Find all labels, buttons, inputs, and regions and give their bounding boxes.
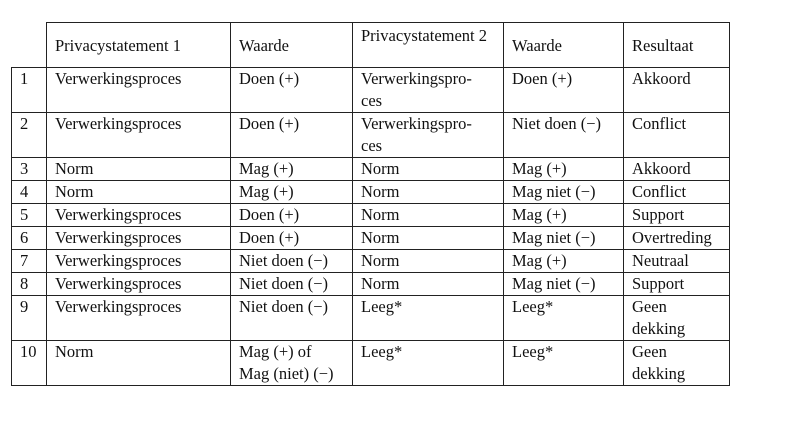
cell-resultaat: Conflict [624, 113, 730, 158]
cell-resultaat: Support [624, 204, 730, 227]
header-corner-cell [12, 23, 47, 68]
cell-waarde-2: Leeg* [504, 341, 624, 386]
cell-privacystatement-1: Verwerkingsproces [47, 204, 231, 227]
cell-waarde-2: Mag niet (−) [504, 227, 624, 250]
cell-resultaat: Conflict [624, 181, 730, 204]
cell-waarde-1: Doen (+) [231, 68, 353, 113]
row-number: 8 [12, 273, 47, 296]
cell-waarde-1: Mag (+) [231, 158, 353, 181]
cell-privacystatement-1: Norm [47, 181, 231, 204]
cell-waarde-2: Niet doen (−) [504, 113, 624, 158]
cell-privacystatement-2: Leeg* [353, 341, 504, 386]
cell-waarde-1: Niet doen (−) [231, 273, 353, 296]
row-number: 9 [12, 296, 47, 341]
row-number: 5 [12, 204, 47, 227]
cell-resultaat: Akkoord [624, 68, 730, 113]
row-number: 2 [12, 113, 47, 158]
cell-resultaat: Support [624, 273, 730, 296]
row-number: 6 [12, 227, 47, 250]
cell-waarde-2: Leeg* [504, 296, 624, 341]
cell-privacystatement-1: Verwerkingsproces [47, 227, 231, 250]
cell-waarde-2: Doen (+) [504, 68, 624, 113]
cell-resultaat: Akkoord [624, 158, 730, 181]
cell-privacystatement-1: Verwerkingsproces [47, 113, 231, 158]
cell-privacystatement-2: Leeg* [353, 296, 504, 341]
cell-privacystatement-2: Norm [353, 227, 504, 250]
row-number: 7 [12, 250, 47, 273]
table-row [12, 296, 730, 341]
cell-privacystatement-2: Norm [353, 250, 504, 273]
header-resultaat: Resultaat [624, 23, 730, 68]
table-row [12, 68, 730, 113]
cell-privacystatement-2: Norm [353, 158, 504, 181]
cell-resultaat: Neutraal [624, 250, 730, 273]
cell-waarde-1: Doen (+) [231, 204, 353, 227]
cell-waarde-1: Doen (+) [231, 227, 353, 250]
cell-resultaat: Overtreding [624, 227, 730, 250]
table-row [12, 181, 730, 204]
cell-waarde-2: Mag niet (−) [504, 273, 624, 296]
cell-waarde-2: Mag niet (−) [504, 181, 624, 204]
cell-privacystatement-1: Norm [47, 341, 231, 386]
cell-waarde-2: Mag (+) [504, 204, 624, 227]
cell-waarde-1: Mag (+) [231, 181, 353, 204]
table-row [12, 227, 730, 250]
table-row [12, 204, 730, 227]
header-privacystatement-1: Privacystatement 1 [47, 23, 231, 68]
cell-privacystatement-2: Verwerkingspro- ces [353, 68, 504, 113]
row-number: 1 [12, 68, 47, 113]
row-number: 4 [12, 181, 47, 204]
row-number: 3 [12, 158, 47, 181]
cell-privacystatement-1: Verwerkingsproces [47, 250, 231, 273]
cell-privacystatement-1: Verwerkingsproces [47, 68, 231, 113]
header-waarde-2: Waarde [504, 23, 624, 68]
row-number: 10 [12, 341, 47, 386]
cell-waarde-1: Niet doen (−) [231, 296, 353, 341]
header-row [12, 23, 730, 68]
cell-privacystatement-1: Verwerkingsproces [47, 273, 231, 296]
cell-waarde-2: Mag (+) [504, 250, 624, 273]
table-row [12, 341, 730, 386]
cell-privacystatement-2: Norm [353, 204, 504, 227]
cell-waarde-1: Mag (+) of Mag (niet) (−) [231, 341, 353, 386]
comparison-table [11, 22, 730, 386]
table-row [12, 250, 730, 273]
cell-waarde-1: Doen (+) [231, 113, 353, 158]
cell-privacystatement-1: Verwerkingsproces [47, 296, 231, 341]
table-row [12, 113, 730, 158]
header-privacystatement-2: Privacystatement 2 [353, 23, 504, 68]
cell-privacystatement-2: Norm [353, 273, 504, 296]
cell-waarde-1: Niet doen (−) [231, 250, 353, 273]
cell-privacystatement-2: Norm [353, 181, 504, 204]
cell-waarde-2: Mag (+) [504, 158, 624, 181]
cell-privacystatement-2: Verwerkingspro- ces [353, 113, 504, 158]
header-waarde-1: Waarde [231, 23, 353, 68]
table-row [12, 158, 730, 181]
cell-resultaat: Geen dekking [624, 296, 730, 341]
cell-privacystatement-1: Norm [47, 158, 231, 181]
cell-resultaat: Geen dekking [624, 341, 730, 386]
table-row [12, 273, 730, 296]
